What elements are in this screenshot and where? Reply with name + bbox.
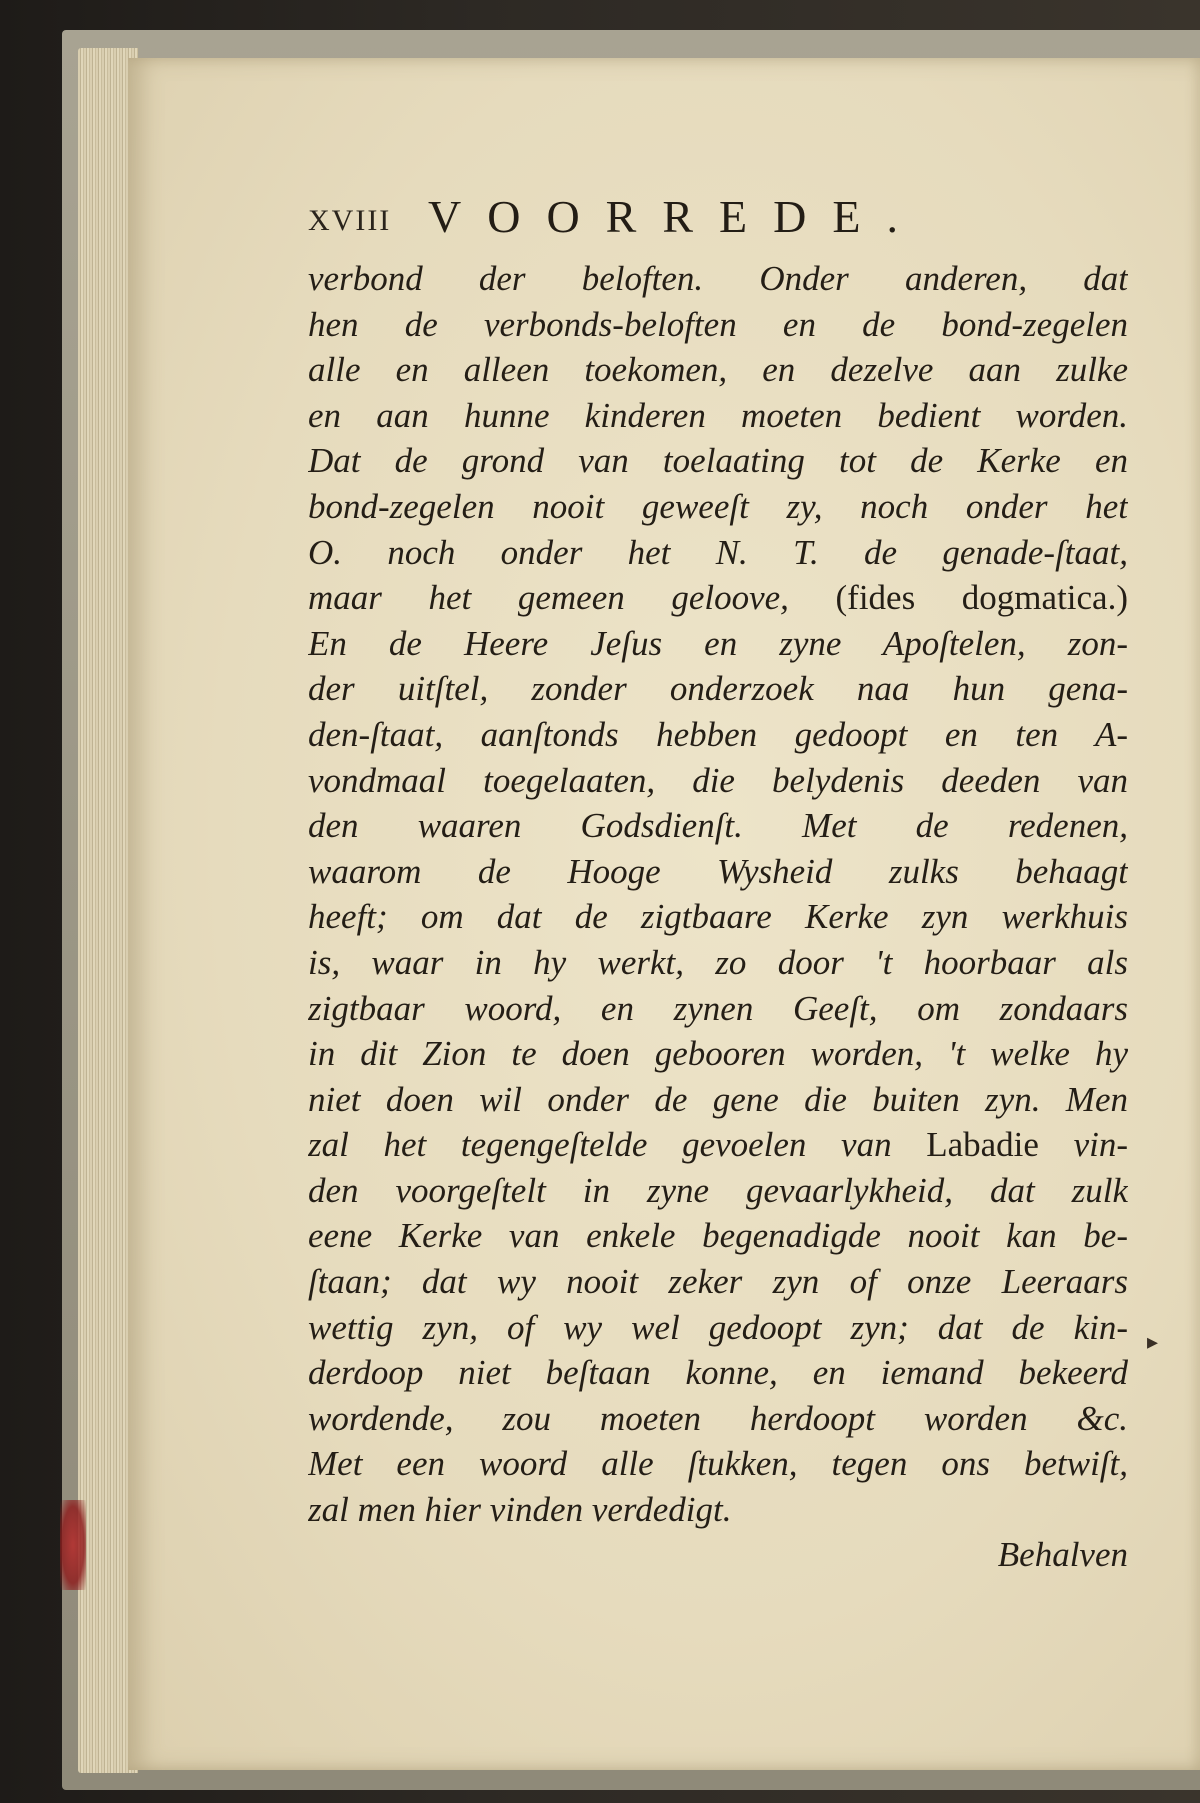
text-line: alle en alleen toekomen, en dezelve aan zulke <box>308 350 1128 390</box>
text-line: Met een woord alle ſtukken, tegen ons betwiſt, <box>308 1444 1128 1484</box>
text-line: En de Heere Jeſus en zyne Apoſtelen, zon- <box>308 623 1128 663</box>
text-line: zal men hier vinden verdedigt. <box>308 1490 732 1530</box>
text-line: Dat de grond van toelaating tot de Kerke en <box>308 441 1128 481</box>
text-line: zigtbaar woord, en zynen Geeſt, om zondaars <box>308 988 1128 1028</box>
page-content <box>308 178 1200 1575</box>
text-line: in dit Zion te doen gebooren worden, 't welke hy <box>308 1034 1128 1074</box>
text-line: waarom de Hooge Wysheid zulks behaagt <box>308 851 1128 891</box>
text-line: niet doen wil onder de gene die buiten zyn. Men <box>308 1079 1128 1119</box>
text-line: bond-zegelen nooit geweeſt zy, noch onder het <box>308 486 1128 526</box>
text-line: der uitſtel, zonder onderzoek naa hun gena- <box>308 669 1128 709</box>
text-line: wordende, zou moeten herdoopt worden &c. <box>308 1398 1128 1438</box>
body-text <box>308 256 1200 1533</box>
running-title: VOORREDE. <box>428 191 924 242</box>
text-line: is, waar in hy werkt, zo door 't hoorbaar als <box>308 942 1128 982</box>
red-page-edge-stain <box>60 1500 86 1590</box>
text-line: den waaren Godsdienſt. Met de redenen, <box>308 806 1128 846</box>
text-line-with-roman: zal het tegengeſtelde gevoelen van Labadie vin- <box>308 1125 1128 1165</box>
book-page <box>128 58 1200 1770</box>
text-line-with-roman: maar het gemeen geloove, (fides dogmatica.) <box>308 578 1128 618</box>
text-line: eene Kerke van enkele begenadigde nooit kan be- <box>308 1216 1128 1256</box>
roman-text-fragment: (fides dogmatica.) <box>835 578 1128 618</box>
text-line: heeft; om dat de zigtbaare Kerke zyn werkhuis <box>308 897 1128 937</box>
roman-text-fragment: Labadie <box>926 1125 1039 1165</box>
catchword: Behalven <box>997 1534 1128 1574</box>
page-header <box>308 178 1200 256</box>
text-line: vondmaal toegelaaten, die belydenis deeden van <box>308 760 1128 800</box>
text-line: ſtaan; dat wy nooit zeker zyn of onze Leeraars <box>308 1262 1128 1302</box>
triangle-marker-icon: ▸ <box>1147 1330 1159 1355</box>
text-line: O. noch onder het N. T. de genade-ſtaat, <box>308 532 1128 572</box>
page-number: XVIII <box>308 204 392 237</box>
text-line: den-ſtaat, aanſtonds hebben gedoopt en ten A- <box>308 714 1128 754</box>
text-line: derdoop niet beſtaan konne, en iemand bekeerd <box>308 1353 1128 1393</box>
text-line: verbond der beloften. Onder anderen, dat <box>308 259 1128 298</box>
text-line: hen de verbonds-beloften en de bond-zegelen <box>308 304 1128 344</box>
text-line: den voorgeſtelt in zyne gevaarlykheid, dat zulk <box>308 1170 1128 1210</box>
text-line: wettig zyn, of wy wel gedoopt zyn; dat de kin- <box>308 1307 1128 1347</box>
text-line: en aan hunne kinderen moeten bedient worden. <box>308 395 1128 435</box>
